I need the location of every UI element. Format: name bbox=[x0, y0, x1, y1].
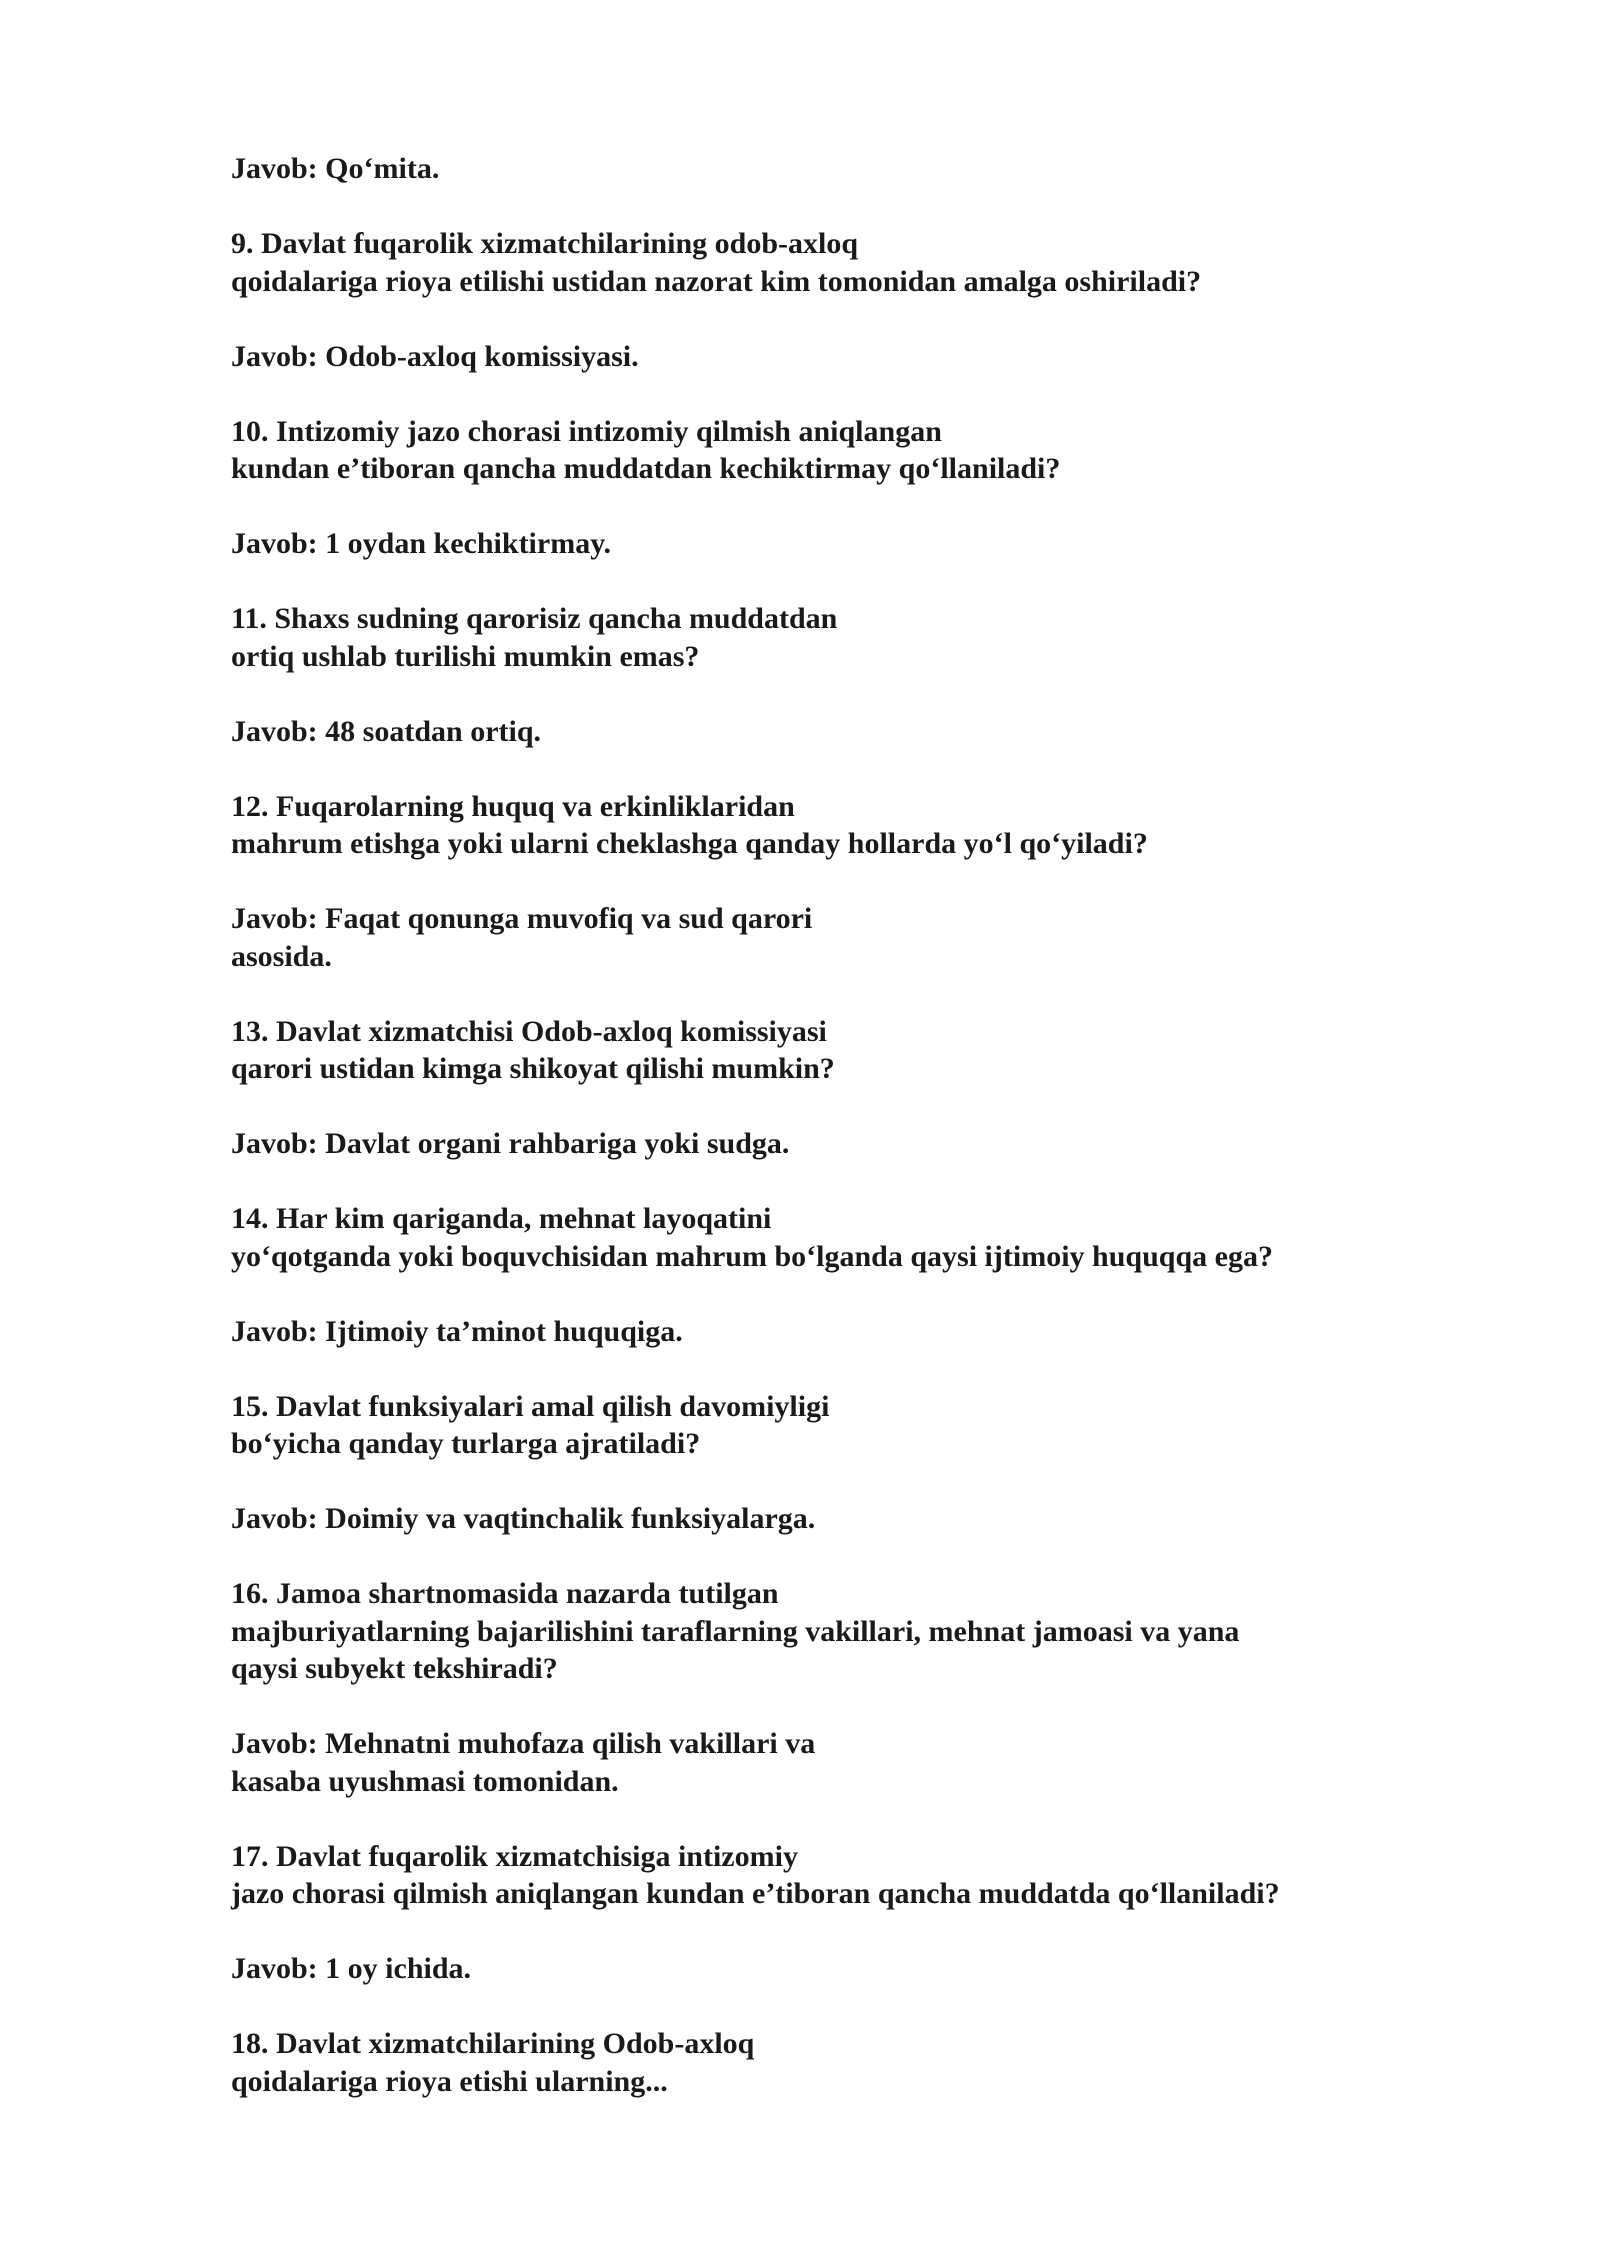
paragraph-gap bbox=[231, 1350, 1431, 1388]
question-line: qoidalariga rioya etishi ularning... bbox=[231, 2064, 668, 2098]
question-block bbox=[231, 1575, 1431, 1688]
answer-line: Javob: Ijtimoiy ta’minot huquqiga. bbox=[231, 1314, 683, 1348]
paragraph-gap bbox=[231, 1800, 1431, 1838]
question-block bbox=[231, 788, 1431, 863]
paragraph-gap bbox=[231, 563, 1431, 601]
paragraph-gap bbox=[231, 1463, 1431, 1501]
question-block bbox=[231, 413, 1431, 488]
question-line: 12. Fuqarolarning huquq va erkinliklaridan bbox=[231, 789, 795, 823]
paragraph-gap bbox=[231, 675, 1431, 713]
answer-line: asosida. bbox=[231, 939, 332, 973]
answer-block bbox=[231, 713, 1431, 751]
paragraph-gap bbox=[231, 1538, 1431, 1576]
document-page bbox=[231, 150, 1431, 2100]
answer-line: kasaba uyushmasi tomonidan. bbox=[231, 1764, 619, 1798]
question-line: qarori ustidan kimga shikoyat qilishi mumkin? bbox=[231, 1052, 835, 1085]
question-line: mahrum etishga yoki ularni cheklashga qanday hollarda yo‘l qo‘yiladi? bbox=[231, 827, 1148, 860]
answer-line: Javob: 1 oydan kechiktirmay. bbox=[231, 527, 612, 560]
paragraph-gap bbox=[231, 1988, 1431, 2026]
answer-line: Javob: Doimiy va vaqtinchalik funksiyalarga. bbox=[231, 1502, 816, 1535]
paragraph-gap bbox=[231, 1088, 1431, 1126]
answer-line: Javob: Mehnatni muhofaza qilish vakillari va bbox=[231, 1727, 816, 1760]
answer-block bbox=[231, 900, 1431, 975]
paragraph-gap bbox=[231, 863, 1431, 901]
answer-block bbox=[231, 1125, 1431, 1163]
paragraph-gap bbox=[231, 300, 1431, 338]
answer-line: Javob: Odob-axloq komissiyasi. bbox=[231, 339, 639, 373]
question-line: yo‘qotganda yoki boquvchisidan mahrum bo‘lganda qaysi ijtimoiy huquqqa ega? bbox=[231, 1239, 1273, 1273]
question-block bbox=[231, 2025, 1431, 2100]
answer-line: Javob: Faqat qonunga muvofiq va sud qarori bbox=[231, 902, 813, 935]
question-line: 11. Shaxs sudning qarorisiz qancha muddatdan bbox=[231, 602, 838, 635]
paragraph-gap bbox=[231, 975, 1431, 1013]
question-line: qaysi subyekt tekshiradi? bbox=[231, 1652, 558, 1685]
question-line: 14. Har kim qariganda, mehnat layoqatini bbox=[231, 1202, 772, 1235]
answer-line: Javob: Qo‘mita. bbox=[231, 152, 440, 185]
question-line: 10. Intizomiy jazo chorasi intizomiy qilmish aniqlangan bbox=[231, 414, 942, 448]
question-line: 18. Davlat xizmatchilarining Odob-axloq bbox=[231, 2027, 755, 2060]
question-line: 15. Davlat funksiyalari amal qilish davomiyligi bbox=[231, 1389, 830, 1423]
answer-line: Javob: 48 soatdan ortiq. bbox=[231, 714, 542, 748]
question-block bbox=[231, 1013, 1431, 1088]
question-line: 13. Davlat xizmatchisi Odob-axloq komissiyasi bbox=[231, 1014, 827, 1048]
paragraph-gap bbox=[231, 1275, 1431, 1313]
paragraph-gap bbox=[231, 188, 1431, 226]
question-block bbox=[231, 1200, 1431, 1275]
question-line: 17. Davlat fuqarolik xizmatchisiga intizomiy bbox=[231, 1839, 798, 1873]
question-line: jazo chorasi qilmish aniqlangan kundan e’tiboran qancha muddatda qo‘llaniladi? bbox=[231, 1877, 1280, 1910]
answer-block bbox=[231, 1500, 1431, 1538]
question-line: kundan e’tiboran qancha muddatdan kechiktirmay qo‘llaniladi? bbox=[231, 452, 1061, 485]
answer-block bbox=[231, 1950, 1431, 1988]
question-line: qoidalariga rioya etilishi ustidan nazorat kim tomonidan amalga oshiriladi? bbox=[231, 264, 1202, 298]
answer-block bbox=[231, 1313, 1431, 1351]
question-block bbox=[231, 225, 1431, 300]
question-line: 16. Jamoa shartnomasida nazarda tutilgan bbox=[231, 1577, 779, 1610]
question-block bbox=[231, 1388, 1431, 1463]
paragraph-gap bbox=[231, 375, 1431, 413]
question-block bbox=[231, 1838, 1431, 1913]
answer-line: Javob: Davlat organi rahbariga yoki sudga. bbox=[231, 1127, 790, 1160]
question-line: ortiq ushlab turilishi mumkin emas? bbox=[231, 639, 700, 673]
question-block bbox=[231, 600, 1431, 675]
answer-line: Javob: 1 oy ichida. bbox=[231, 1952, 472, 1985]
answer-block bbox=[231, 338, 1431, 376]
question-line: majburiyatlarning bajarilishini taraflarning vakillari, mehnat jamoasi va yana bbox=[231, 1614, 1240, 1648]
paragraph-gap bbox=[231, 1688, 1431, 1726]
question-line: 9. Davlat fuqarolik xizmatchilarining odob-axloq bbox=[231, 227, 859, 260]
paragraph-gap bbox=[231, 1913, 1431, 1951]
answer-block bbox=[231, 150, 1431, 188]
paragraph-gap bbox=[231, 488, 1431, 526]
question-line: bo‘yicha qanday turlarga ajratiladi? bbox=[231, 1427, 701, 1460]
answer-block bbox=[231, 1725, 1431, 1800]
paragraph-gap bbox=[231, 750, 1431, 788]
paragraph-gap bbox=[231, 1163, 1431, 1201]
answer-block bbox=[231, 525, 1431, 563]
